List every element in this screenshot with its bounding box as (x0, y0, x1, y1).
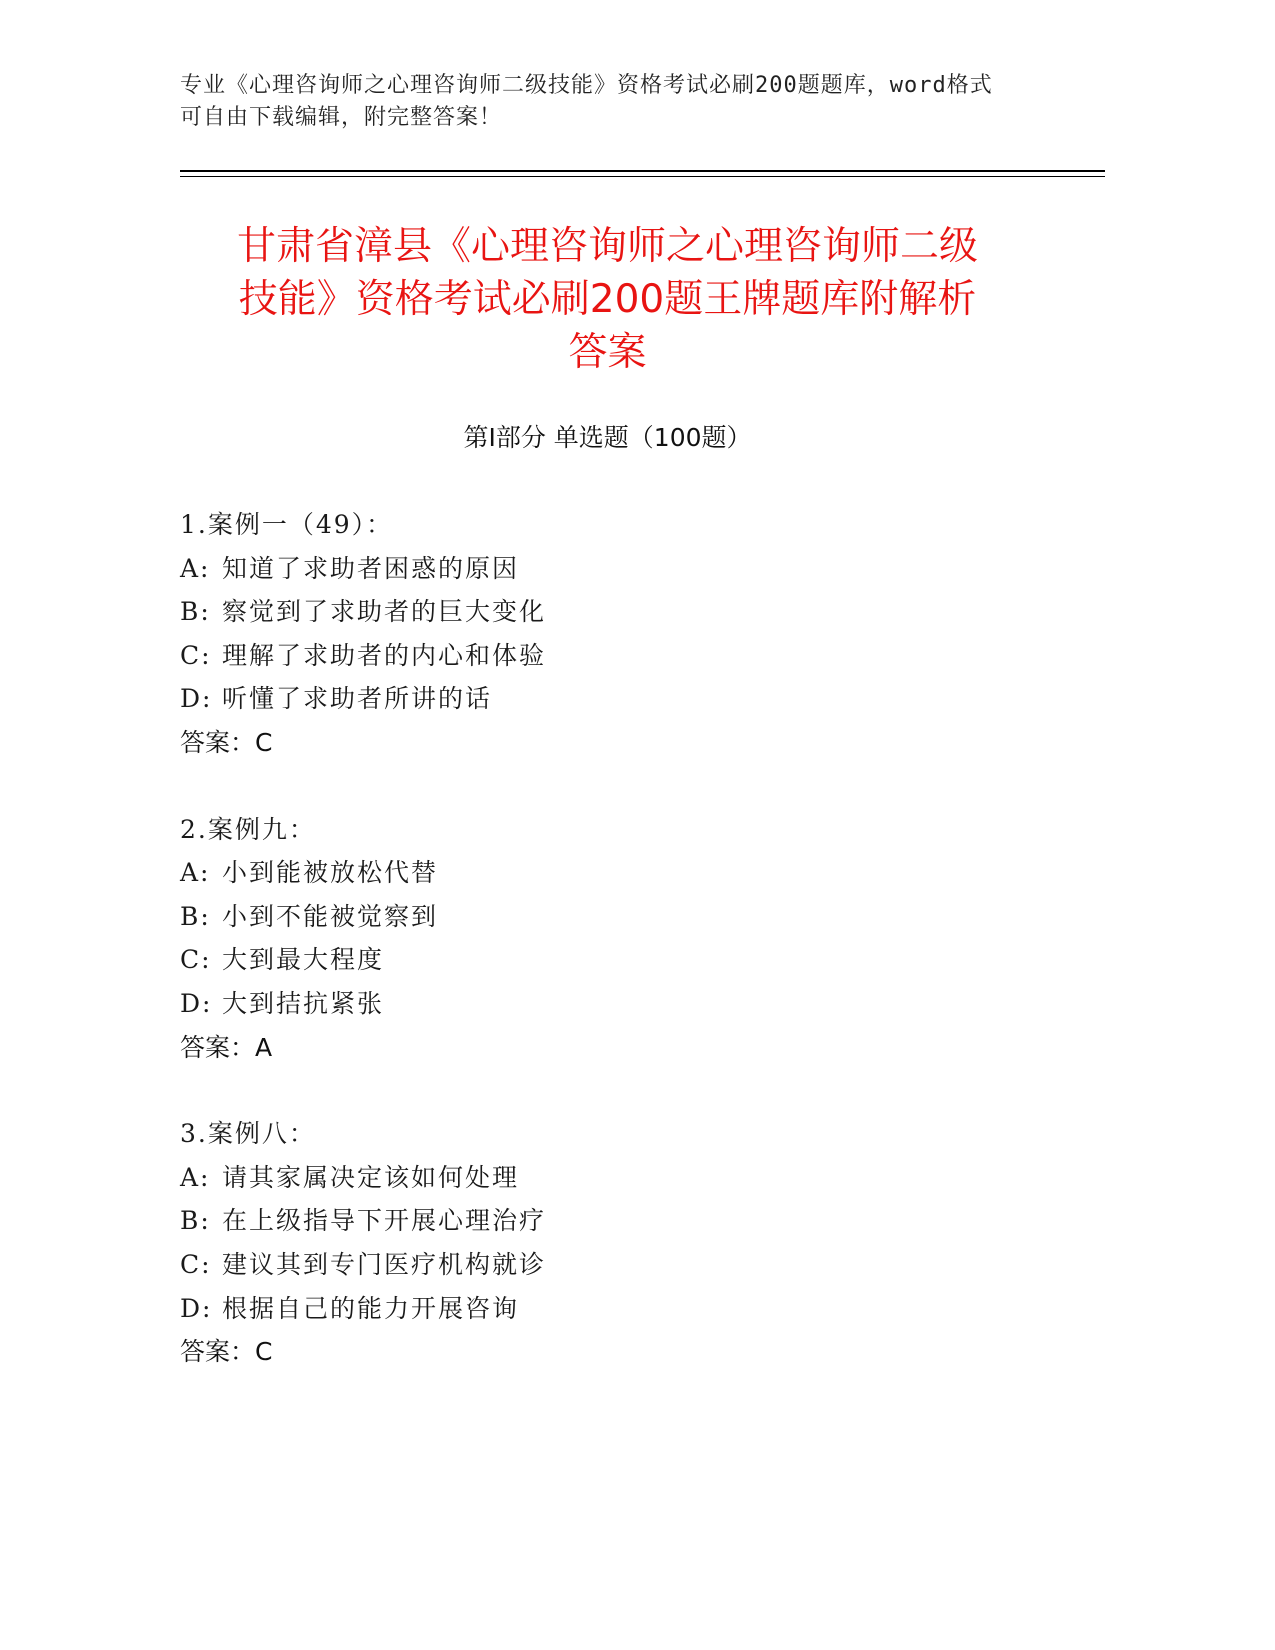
option-letter: A: (180, 553, 211, 583)
option-text: 理解了求助者的内心和体验 (222, 640, 547, 670)
header-divider-thin (180, 176, 1105, 177)
question-1 (180, 503, 1080, 765)
option-c (180, 938, 1080, 982)
question-2 (180, 808, 1080, 1070)
option-d (180, 677, 1080, 721)
question-stem: 1.案例一（49）： (180, 510, 394, 539)
option-text: 大到拮抗紧张 (222, 988, 385, 1018)
option-text: 知道了求助者困惑的原因 (222, 553, 520, 583)
document-title-line-2: 技能》资格考试必刷200题王牌题库附解析 (238, 277, 977, 322)
option-letter: D: (180, 1293, 213, 1323)
option-letter: D: (180, 988, 213, 1018)
answer-line: 答案：C (180, 1337, 273, 1367)
header-note (180, 70, 1040, 134)
section-heading: 第Ⅰ部分 单选题（100题） (463, 423, 752, 452)
document-title-line-1: 甘肃省漳县《心理咨询师之心理咨询师二级 (236, 224, 978, 269)
header-note-line-1: 专业《心理咨询师之心理咨询师二级技能》资格考试必刷200题题库，word格式 (180, 73, 993, 98)
question-stem: 3.案例八： (180, 1119, 316, 1149)
option-a (180, 1156, 1080, 1200)
option-text: 请其家属决定该如何处理 (222, 1162, 520, 1192)
option-text: 听懂了求助者所讲的话 (222, 684, 493, 714)
question-list (180, 503, 1080, 1417)
option-letter: C: (180, 640, 212, 670)
option-text: 建议其到专门医疗机构就诊 (222, 1249, 547, 1279)
option-d (180, 1287, 1080, 1331)
header-note-line-2: 可自由下载编辑，附完整答案！ (180, 105, 503, 130)
option-c (180, 634, 1080, 678)
option-letter: D: (180, 684, 213, 714)
option-letter: A: (180, 1162, 211, 1192)
option-letter: B: (180, 1206, 211, 1236)
option-b (180, 895, 1080, 939)
option-text: 小到能被放松代替 (222, 858, 439, 888)
option-letter: C: (180, 945, 212, 975)
option-letter: C: (180, 1249, 212, 1279)
option-c (180, 1243, 1080, 1287)
header-divider-thick (180, 170, 1105, 172)
option-text: 察觉到了求助者的巨大变化 (222, 597, 547, 627)
option-letter: B: (180, 901, 211, 931)
option-d (180, 982, 1080, 1026)
option-text: 在上级指导下开展心理治疗 (222, 1206, 547, 1236)
document-title-line-3: 答案 (568, 330, 647, 375)
option-letter: B: (180, 597, 211, 627)
option-text: 小到不能被觉察到 (222, 901, 439, 931)
option-text: 根据自己的能力开展咨询 (222, 1293, 520, 1323)
document-title (180, 220, 1035, 379)
option-a (180, 547, 1080, 591)
option-letter: A: (180, 858, 211, 888)
option-b (180, 590, 1080, 634)
option-text: 大到最大程度 (222, 945, 385, 975)
question-stem: 2.案例九： (180, 814, 316, 844)
option-b (180, 1199, 1080, 1243)
answer-line: 答案：C (180, 727, 273, 757)
answer-line: 答案：A (180, 1032, 273, 1062)
question-3 (180, 1112, 1080, 1374)
option-a (180, 851, 1080, 895)
